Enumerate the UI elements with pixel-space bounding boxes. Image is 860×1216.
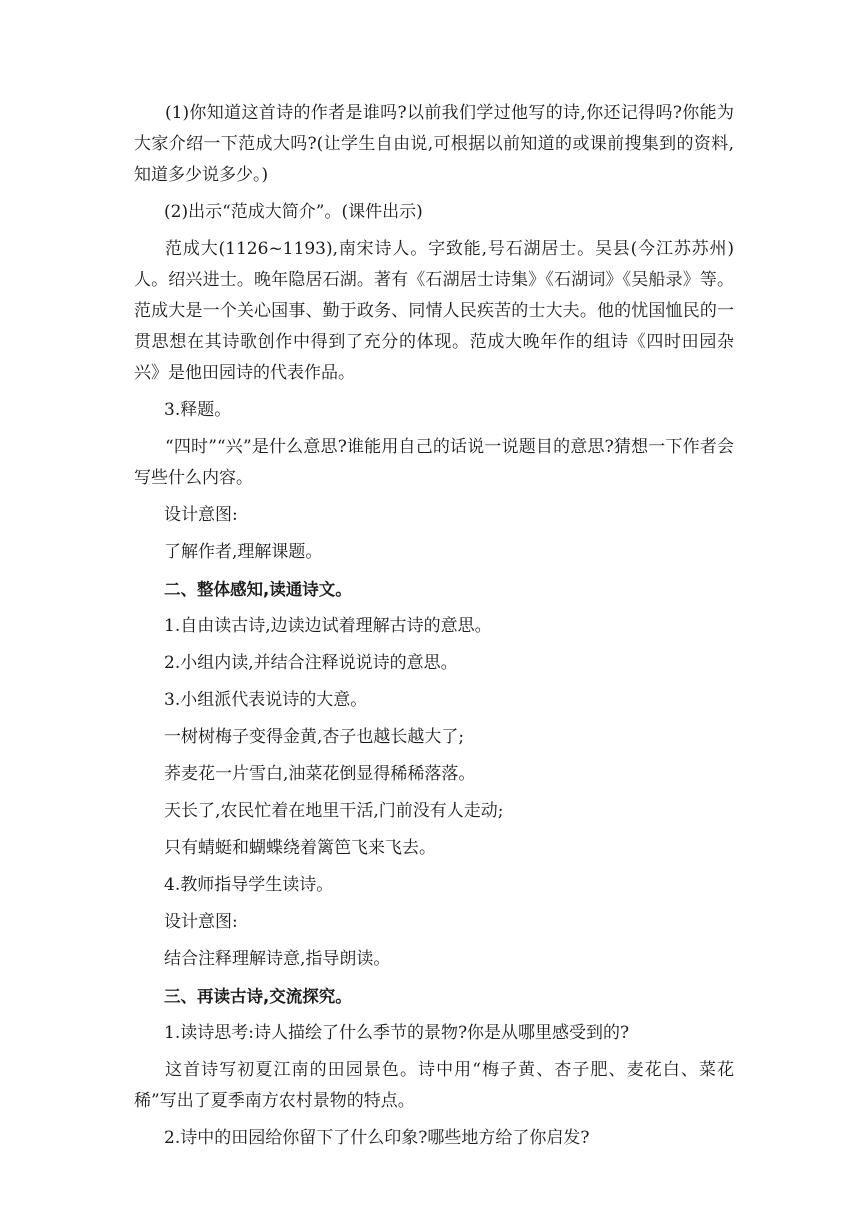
- poem-meaning-line: 只有蜻蜓和蝴蝶绕着篱笆飞来飞去。: [164, 838, 436, 858]
- poem-meaning-line: 天长了,农民忙着在地里干活,门前没有人走动;: [164, 801, 504, 821]
- step-item: 4.教师指导学生读诗。: [164, 875, 334, 895]
- step-item: 3.小组派代表说诗的大意。: [164, 690, 368, 710]
- paragraph-author-bio: 范成大(1126~1193),南宋诗人。字致能,号石湖居士。吴县(今江苏苏州)人。绍兴进士。晚年隐居石湖。著有《石湖居士诗集》《石湖词》《吴船录》等。范成大是一个关心国事、勤于政务、同情人民疾苦的士大夫。他的忧国恤民的一贯思想在其诗歌创作中得到了充分的体现。范成大晚年作的组诗《四时田园杂兴》是他田园诗的代表作品。: [134, 239, 734, 383]
- design-intent-text: 了解作者,理解课题。: [164, 542, 323, 562]
- step-item: 1.读诗思考:诗人描绘了什么季节的景物?你是从哪里感受到的?: [164, 1023, 630, 1043]
- design-intent-text: 结合注释理解诗意,指导朗读。: [164, 949, 391, 969]
- paragraph-show-intro: (2)出示“范成大简介”。(课件出示): [164, 202, 423, 222]
- poem-meaning-line: 一树树梅子变得金黄,杏子也越长越大了;: [164, 727, 465, 747]
- section-heading-2: 二、整体感知,读通诗文。: [164, 580, 352, 599]
- section-heading-3: 三、再读古诗,交流探究。: [164, 987, 352, 1006]
- paragraph-explain-title: 3.释题。: [164, 400, 232, 420]
- paragraph-title-question: “四时”“兴”是什么意思?谁能用自己的话说一说题目的意思?猜想一下作者会写些什么内容。: [134, 437, 734, 488]
- step-item: 1.自由读古诗,边读边试着理解古诗的意思。: [164, 616, 492, 636]
- paragraph-season-answer: 这首诗写初夏江南的田园景色。诗中用“梅子黄、杏子肥、麦花白、菜花稀”写出了夏季南方农村景物的特点。: [134, 1060, 734, 1111]
- document-body: [134, 98, 734, 1160]
- design-intent-label: 设计意图:: [164, 912, 238, 932]
- step-item: 2.诗中的田园给你留下了什么印象?哪些地方给了你启发?: [164, 1128, 590, 1148]
- poem-meaning-line: 荞麦花一片雪白,油菜花倒显得稀稀落落。: [164, 764, 476, 784]
- step-item: 2.小组内读,并结合注释说说诗的意思。: [164, 653, 458, 673]
- paragraph-author-question: (1)你知道这首诗的作者是谁吗?以前我们学过他写的诗,你还记得吗?你能为大家介绍一下范成大吗?(让学生自由说,可根据以前知道的或课前搜集到的资料,知道多少说多少。): [134, 103, 734, 185]
- design-intent-label: 设计意图:: [164, 505, 238, 525]
